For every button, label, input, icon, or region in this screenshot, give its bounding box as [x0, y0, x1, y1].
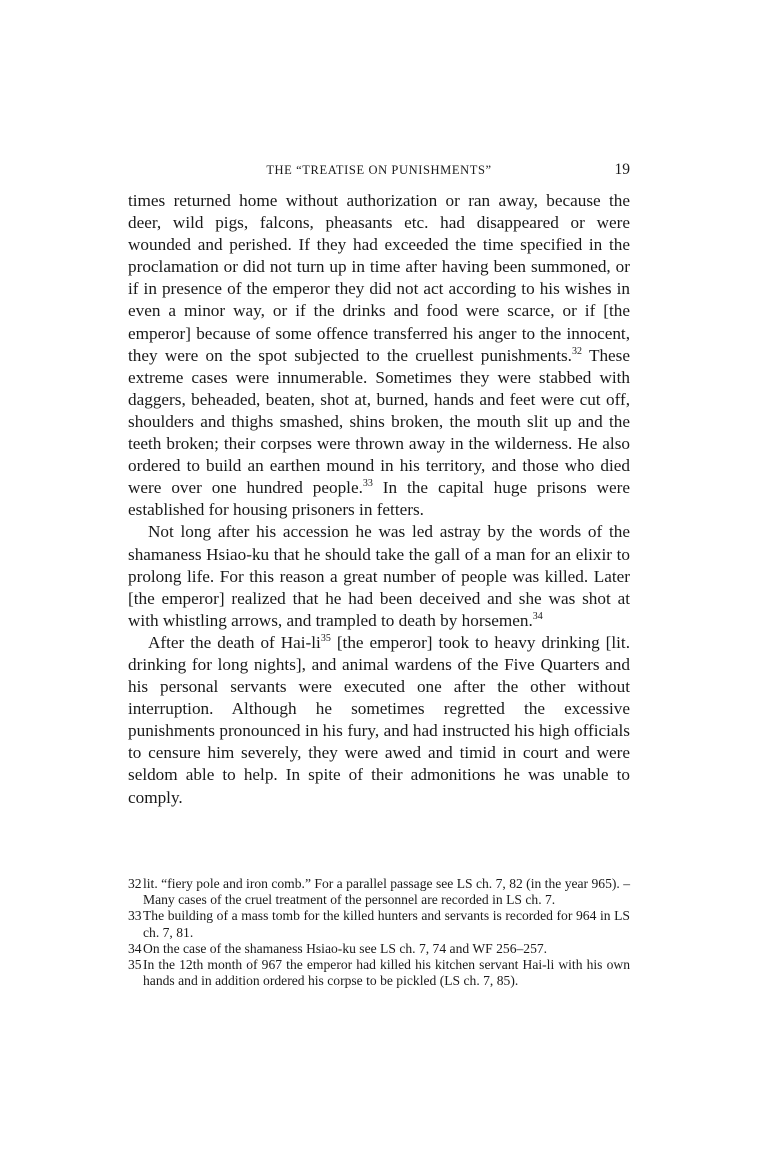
paragraph-3-text-a: After the death of Hai-li — [148, 632, 321, 652]
body-text — [128, 190, 630, 809]
paragraph-2 — [128, 521, 630, 631]
footnote-ref-34[interactable]: 34 — [532, 610, 543, 622]
page-number: 19 — [614, 161, 630, 178]
footnotes — [130, 876, 630, 989]
footnote-35 — [130, 957, 630, 989]
footnote-text: The building of a mass tomb for the killed hunters and servants is recorded for 964 in LS ch. 7, 81. — [143, 908, 630, 940]
footnote-number: 34 — [128, 940, 142, 956]
footnote-text: On the case of the shamaness Hsiao-ku see LS ch. 7, 74 and WF 256–257. — [143, 940, 548, 956]
paragraph-3-text-b: [the emperor] took to heavy drinking [lit. drinking for long nights], and animal wardens of the Five Quarters and his personal servants were executed one after the other without interruption. Although he sometimes regretted the excessive punishments pronounced in his fury, and had instructed his high officials to censure him severely, they were awed and timid in court and were seldom able to help. In spite of their admonitions he was unable to comply. — [128, 632, 631, 807]
footnote-ref-33[interactable]: 33 — [362, 478, 373, 490]
paragraph-2-text: Not long after his accession he was led astray by the words of the shamaness Hsiao-ku that he should take the gall of a man for an elixir to prolong life. For this reason a great number of people was killed. Later [the emperor] realized that he had been deceived and she was shot at with whistling arrows, and trampled to death by horsemen. — [128, 522, 630, 630]
paragraph-1 — [128, 190, 630, 521]
footnote-33 — [130, 908, 630, 940]
footnote-number: 32 — [128, 876, 142, 891]
paragraph-3 — [128, 632, 630, 809]
paragraph-1-text-b: These extreme cases were innumerable. Sometimes they were stabbed with daggers, beheaded, beaten, shot at, burned, hands and feet were cut off, shoulders and thighs smashed, shins broken, the mouth slit up and the teeth broken; their corpses were thrown away in the wilderness. He also ordered to build an earthen mound in his territory, and those who died were over one hundred people. — [128, 345, 630, 498]
footnote-number: 35 — [128, 957, 142, 973]
running-head-title: THE “TREATISE ON PUNISHMENTS” — [266, 163, 492, 177]
footnote-ref-32[interactable]: 32 — [571, 345, 582, 357]
running-head — [128, 160, 630, 180]
footnote-text: lit. “fiery pole and iron comb.” For a parallel passage see LS ch. 7, 82 (in the year 965). – Many cases of the cruel treatment of the personnel are recorded in LS ch. 7. — [143, 876, 630, 908]
footnote-ref-35[interactable]: 35 — [320, 632, 331, 644]
paragraph-1-text-a: times returned home without authorization or ran away, because the deer, wild pigs, falcons, pheasants etc. had disappeared or were wounded and perished. If they had exceeded the time specified in the proclamation or did not turn up in time after having been summoned, or if in presence of the emperor they did not act according to his wishes in even a minor way, or if the drinks and food were scarce, or if [the emperor] because of some offence transferred his anger to the innocent, they were on the spot subjected to the cruellest punishments. — [128, 191, 630, 365]
footnote-number: 33 — [128, 908, 142, 924]
footnote-34 — [130, 941, 630, 957]
footnote-text: In the 12th month of 967 the emperor had killed his kitchen servant Hai-li with his own hands and in addition ordered his corpse to be pickled (LS ch. 7, 85). — [143, 957, 630, 989]
paragraph-1-text-c: In the capital huge prisons were established for housing prisoners in fetters. — [128, 478, 630, 520]
footnote-32 — [130, 876, 630, 908]
